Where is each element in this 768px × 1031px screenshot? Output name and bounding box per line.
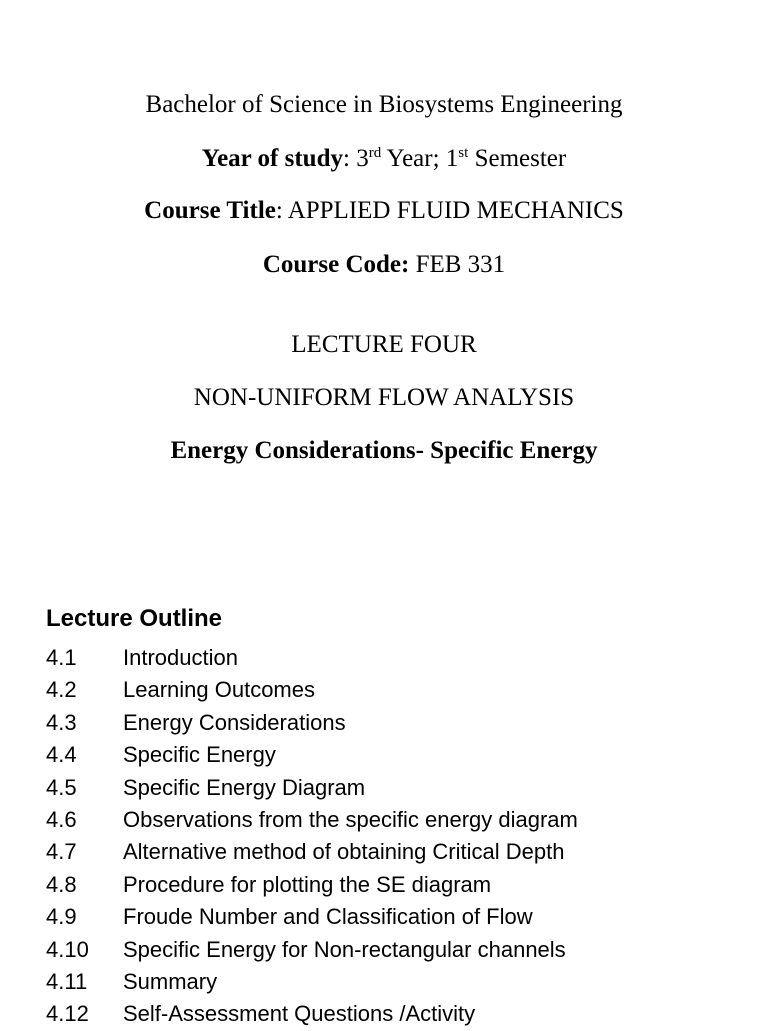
course-code-value: FEB 331 bbox=[409, 251, 506, 278]
outline-item-number: 4.1 bbox=[46, 645, 77, 670]
outline-item-text: Introduction bbox=[123, 645, 238, 670]
semester-ordinal-suffix: st bbox=[458, 145, 469, 161]
outline-item-number: 4.5 bbox=[46, 774, 77, 800]
year-separator: : bbox=[343, 145, 357, 172]
outline-item-number: 4.4 bbox=[46, 742, 77, 768]
year-of-study-line bbox=[0, 144, 768, 174]
course-title-value: : APPLIED FLUID MECHANICS bbox=[275, 197, 624, 224]
outline-item bbox=[46, 836, 746, 868]
course-code-label: Course Code: bbox=[262, 251, 410, 278]
outline-item-number: 4.11 bbox=[46, 968, 88, 994]
outline-item-number: 4.12 bbox=[46, 1001, 89, 1027]
outline-item-number: 4.6 bbox=[46, 806, 77, 832]
year-text: Year; bbox=[381, 145, 446, 172]
outline-item bbox=[46, 966, 746, 998]
outline-item-number: 4.9 bbox=[46, 904, 77, 930]
outline-item-text: Specific Energy for Non-rectangular channels bbox=[123, 936, 566, 962]
outline-item-text: Summary bbox=[123, 968, 218, 994]
outline-item-text: Alternative method of obtaining Critical Depth bbox=[123, 839, 565, 865]
outline-item-text: Observations from the specific energy diagram bbox=[123, 806, 578, 832]
semester-number: 1 bbox=[445, 145, 459, 172]
outline-item bbox=[46, 707, 746, 739]
outline-item-text: Self-Assessment Questions /Activity bbox=[123, 1001, 476, 1027]
outline-item-text: Specific Energy bbox=[123, 742, 276, 768]
outline-item bbox=[46, 901, 746, 933]
lecture-subtopic: Energy Considerations- Specific Energy bbox=[170, 437, 598, 464]
course-code-line bbox=[0, 250, 768, 280]
outline-item bbox=[46, 804, 746, 836]
outline-item-text: Procedure for plotting the SE diagram bbox=[123, 871, 492, 897]
year-ordinal-suffix: rd bbox=[368, 145, 382, 161]
outline-title: Lecture Outline bbox=[46, 605, 223, 632]
outline-item bbox=[46, 869, 746, 901]
outline-item-number: 4.7 bbox=[46, 839, 77, 865]
outline-item-number: 4.8 bbox=[46, 871, 77, 897]
outline-item-number: 4.10 bbox=[46, 936, 89, 962]
lecture-topic: NON-UNIFORM FLOW ANALYSIS bbox=[193, 384, 575, 411]
course-title-line bbox=[0, 196, 768, 226]
outline-item-text: Energy Considerations bbox=[123, 709, 346, 735]
outline-item-text: Froude Number and Classification of Flow bbox=[123, 904, 533, 930]
outline-item bbox=[46, 674, 746, 706]
outline-item bbox=[46, 642, 746, 674]
semester-text: Semester bbox=[468, 145, 567, 172]
outline-item bbox=[46, 772, 746, 804]
outline-item bbox=[46, 934, 746, 966]
outline-item-number: 4.2 bbox=[46, 677, 77, 703]
outline-list bbox=[46, 642, 746, 1031]
year-of-study-label: Year of study bbox=[201, 145, 343, 172]
outline-item bbox=[46, 998, 746, 1030]
outline-item-text: Specific Energy Diagram bbox=[123, 774, 366, 800]
course-title-label: Course Title bbox=[144, 197, 276, 224]
outline-item bbox=[46, 739, 746, 771]
outline-item-text: Learning Outcomes bbox=[123, 677, 315, 703]
program-name: Bachelor of Science in Biosystems Engineering bbox=[145, 91, 623, 118]
lecture-subtopic-line bbox=[0, 436, 768, 466]
outline-item-number: 4.3 bbox=[46, 709, 77, 735]
lecture-number: LECTURE FOUR bbox=[291, 331, 477, 358]
year-number: 3 bbox=[356, 145, 369, 172]
lecture-outline bbox=[46, 600, 746, 1031]
